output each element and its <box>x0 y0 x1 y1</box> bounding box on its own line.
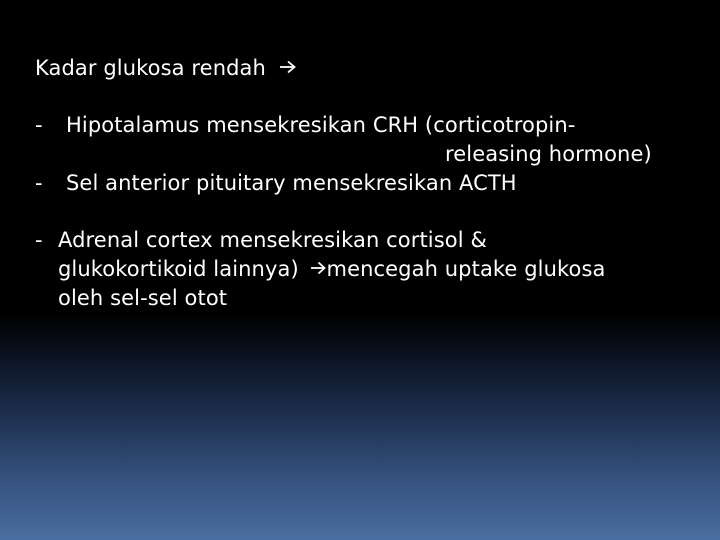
bullet-1-line2: releasing hormone) <box>445 142 652 166</box>
bullet-3-marker: - <box>35 228 43 252</box>
bullet-3-line1: Adrenal cortex mensekresikan cortisol & <box>58 228 487 252</box>
bullet-2-line1: Sel anterior pituitary mensekresikan ACTH <box>66 171 517 195</box>
bullet-3-line3: oleh sel-sel otot <box>58 286 228 310</box>
bullet-3-line2a: glukokortikoid lainnya) <box>58 257 299 281</box>
bullet-3-line2b: mencegah uptake glukosa <box>326 257 606 281</box>
heading-text: Kadar glukosa rendah <box>35 56 266 80</box>
right-arrow-icon <box>279 60 297 74</box>
bullet-3-line2 <box>58 255 605 284</box>
bullet-2-marker: - <box>35 171 43 195</box>
bullet-1-line1: Hipotalamus mensekresikan CRH (corticotropin- <box>66 113 576 137</box>
right-arrow-icon <box>310 261 327 275</box>
heading-line <box>35 54 297 83</box>
bullet-1-marker: - <box>35 113 43 137</box>
